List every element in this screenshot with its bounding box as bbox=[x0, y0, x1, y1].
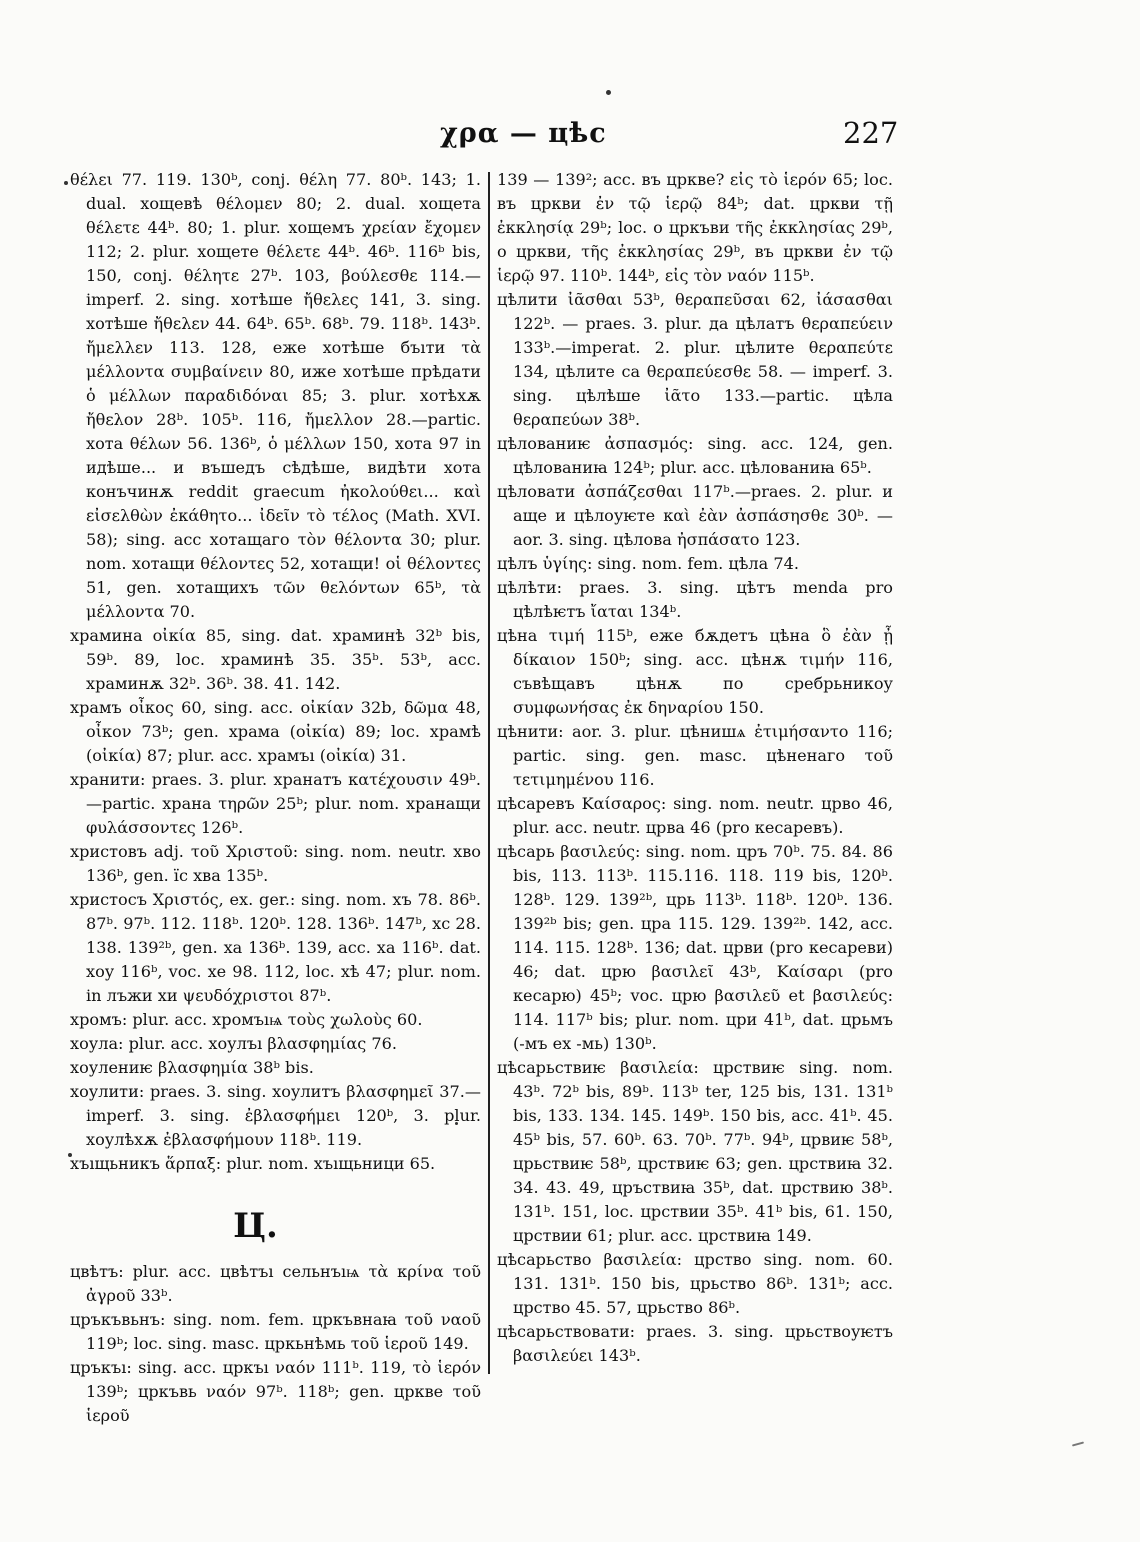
dictionary-entry: храмина οἰκία 85, sing. dat. храминѣ 32ᵇ bis, 59ᵇ. 89, loc. храминѣ 35. 35ᵇ. 53ᵇ, acc. храминѫ 32ᵇ. 36ᵇ. 38. 41. 142. bbox=[70, 626, 481, 693]
dictionary-entry: цѣловати ἀσπάζεσθαι 117ᵇ.—praes. 2. plur. и аще и цѣлоуѥте καὶ ἐὰν ἀσπάσησθε 30ᵇ. — aor. 3. sing. цѣлова ἠσπάσατο 123. bbox=[497, 482, 893, 549]
dictionary-entry: христосъ Χριστός, ex. ger.: sing. nom. хъ 78. 86ᵇ. 87ᵇ. 97ᵇ. 112. 118ᵇ. 120ᵇ. 128. 136ᵇ. 147ᵇ, хс 28. 138. 139²ᵇ, gen. ха 136ᵇ. 139, acc. ха 116ᵇ. dat. хоу 116ᵇ, voc. хе 98. 112, loc. хѣ 47; plur. nom. in лъжи хи ψευδόχριστοι 87ᵇ. bbox=[70, 890, 481, 1005]
dictionary-entry: цѣсарьствиѥ βασιλεία: црствиѥ sing. nom. 43ᵇ. 72ᵇ bis, 89ᵇ. 113ᵇ ter, 125 bis, 131. 131ᵇ bis, 133. 134. 145. 149ᵇ. 150 bis, acc. 41ᵇ. 45. 45ᵇ bis, 57. 60ᵇ. 63. 70ᵇ. 77ᵇ. 94ᵇ, црвиѥ 58ᵇ, црьствиѥ 58ᵇ, црствиѥ 63; gen. црствиꙗ 32. 34. 43. 49, цръствиꙗ 35ᵇ, dat. црствию 38ᵇ. 131ᵇ. 151, loc. црствии 35ᵇ. 41ᵇ bis, 61. 150, црствии 61; plur. acc. црствиꙗ 149. bbox=[497, 1058, 893, 1245]
dictionary-entry: хранити: praes. 3. plur. хранатъ κατέχουσιν 49ᵇ.—partic. храна τηρῶν 25ᵇ; plur. nom. хранащи φυλάσσοντες 126ᵇ. bbox=[70, 770, 481, 837]
dictionary-entry: цѣлѣти: praes. 3. sing. цѣтъ menda pro цѣлѣѥтъ ἴαται 134ᵇ. bbox=[497, 578, 893, 621]
dictionary-entry: цѣсаревъ Καίσαρος: sing. nom. neutr. црво 46, plur. acc. neutr. црва 46 (pro кесаревъ). bbox=[497, 794, 893, 837]
dictionary-entry: хъıщьникъ ἅρπαξ: plur. nom. хъıщьници 65. bbox=[70, 1154, 436, 1173]
dictionary-entry: хоула: plur. acc. хоулъı βλασφημίας 76. bbox=[70, 1034, 398, 1053]
dictionary-entry: цѣлованиѥ ἀσπασμός: sing. acc. 124, gen. цѣлованиꙗ 124ᵇ; plur. acc. цѣлованиꙗ 65ᵇ. bbox=[497, 434, 893, 477]
dictionary-entry: хоулити: praes. 3. sing. хоулитъ βλασφημεῖ 37.—imperf. 3. sing. ἐβλασφήμει 120ᵇ, 3. plur. хоулѣхѫ ἐβλασφήμουν 118ᵇ. 119. bbox=[70, 1082, 481, 1149]
dictionary-entry: цѣсарьствовати: praes. 3. sing. црьствоуѥтъ βασιλεύει 143ᵇ. bbox=[497, 1322, 893, 1365]
ink-speck bbox=[64, 181, 68, 185]
right-column bbox=[497, 168, 893, 1368]
dictionary-entry: цѣлъ ὑγίης: sing. nom. fem. цѣла 74. bbox=[497, 554, 799, 573]
section-letter: Ц. bbox=[233, 1206, 278, 1246]
dictionary-entry: цѣна τιμή 115ᵇ, еже бѫдетъ цѣна ὃ ἐὰν ᾖ δίκαιον 150ᵇ; sing. acc. цѣнѫ τιμήν 116, съвѣщавъ цѣнѫ по сребрьникоу συμφωνήσας ἐκ δηναρίου 150. bbox=[497, 626, 893, 717]
dictionary-entry: цѣсарь βασιλεύς: sing. nom. цръ 70ᵇ. 75. 84. 86 bis, 113. 113ᵇ. 115.116. 118. 119 bis, 120ᵇ. 128ᵇ. 129. 139²ᵇ, црь 113ᵇ. 118ᵇ. 120ᵇ. 136. 139²ᵇ bis; gen. цра 115. 129. 139²ᵇ. 142, acc. 114. 115. 128ᵇ. 136; dat. црви (pro кесареви) 46; dat. црю βασιλεῖ 43ᵇ, Καίσαρι (pro кесарю) 45ᵇ; voc. црю βασιλεῦ et βασιλεύς: 114. 117ᵇ bis; plur. nom. цри 41ᵇ, dat. црьмъ (-мъ ex -мь) 130ᵇ. bbox=[497, 842, 893, 1053]
dictionary-entry: хромъ: plur. acc. хромъıѩ τοὺς χωλοὺς 60. bbox=[70, 1010, 423, 1029]
dictionary-entry: хоулениѥ βλασφημία 38ᵇ bis. bbox=[70, 1058, 314, 1077]
dictionary-entry: храмъ οἶκος 60, sing. acc. οἰκίαν 32b, δῶμα 48, οἶκον 73ᵇ; gen. храма (οἰκία) 89; loc. храмѣ (οἰκία) 87; plur. acc. храмъı (οἰκία) 31. bbox=[70, 698, 481, 765]
ink-speck bbox=[606, 90, 611, 95]
running-head: χρα — цѣс bbox=[440, 118, 607, 149]
left-column bbox=[70, 168, 481, 1428]
dictionary-entry-continued: 139 — 139²; acc. въ цркве? εἰς τὸ ἱερόν 65; loc. въ цркви ἐν τῷ ἱερῷ 84ᵇ; dat. цркви τῇ ἐκκλησίᾳ 29ᵇ; loc. о цркъви τῆς ἐκκλησίας 29ᵇ, о цркви, τῆς ἐκκλησίας 29ᵇ, въ цркви ἐν τῷ ἱερῷ 97. 110ᵇ. 144ᵇ, εἰς τὸν ναόν 115ᵇ. bbox=[497, 170, 893, 285]
ink-speck bbox=[1072, 1441, 1084, 1446]
dictionary-entry: цвѣтъ: plur. acc. цвѣтъı сельнъıѩ τὰ κρίνα τοῦ ἀγροῦ 33ᵇ. bbox=[70, 1262, 481, 1305]
dictionary-entry: цѣсарьство βασιλεία: црство sing. nom. 60. 131. 131ᵇ. 150 bis, црьство 86ᵇ. 131ᵇ; acc. црство 45. 57, црьство 86ᵇ. bbox=[497, 1250, 893, 1317]
dictionary-entry: цѣлити ἰᾶσθαι 53ᵇ, θεραπεῦσαι 62, ἰάσασθαι 122ᵇ. — praes. 3. plur. да цѣлатъ θεραπεύειν 133ᵇ.—imperat. 2. plur. цѣлите θεραπεύτε 134, цѣлите са θεραπεύεσθε 58. — imperf. 3. sing. цѣлѣше ἰᾶτο 133.—partic. цѣла θεραπεύων 38ᵇ. bbox=[497, 290, 893, 429]
page-header bbox=[0, 112, 1140, 156]
page-number: 227 bbox=[843, 116, 899, 150]
dictionary-entry: θέλει 77. 119. 130ᵇ, conj. θέλη 77. 80ᵇ. 143; 1. dual. хощевѣ θέλομεν 80; 2. dual. хощета θέλετε 44ᵇ. 80; 1. plur. хощемъ χρείαν ἔχομεν 112; 2. plur. хощете θέλετε 44ᵇ. 46ᵇ. 116ᵇ bis, 150, conj. θέλητε 27ᵇ. 103, βούλεσθε 114.— imperf. 2. sing. хотѣше ἤθελες 141, 3. sing. хотѣше ἤθελεν 44. 64ᵇ. 65ᵇ. 68ᵇ. 79. 118ᵇ. 143ᵇ. ἤμελλεν 113. 128, еже хотѣше бъıти τὰ μέλλοντα συμβαίνειν 80, иже хотѣше прѣдати ὁ μέλλων παραδιδόναι 85; 3. plur. хотѣхѫ ἤθελον 28ᵇ. 105ᵇ. 116, ἤμελλον 28.—partic. хота θέλων 56. 136ᵇ, ὁ μέλλων 150, хота 97 in идѣше... и въшедъ сѣдѣше, видѣти хота конъчинѫ reddit graecum ἠκολούθει... καὶ εἰσελθὼν ἐκάθητο... ἰδεῖν τὸ τέλος (Math. XVI. 58); sing. acc хотащаго τὸν θέλοντα 30; plur. nom. хотащи θέλοντες 52, хотащи! οἱ θέλοντες 51, gen. хотащихъ τῶν θελόντων 65ᵇ, τὰ μέλλοντα 70. bbox=[70, 170, 481, 621]
dictionary-entry: цръкъвьнъ: sing. nom. fem. цркъвнаꙗ τοῦ ναοῦ 119ᵇ; loc. sing. masc. цркьнѣмь τοῦ ἱεροῦ 149. bbox=[70, 1310, 481, 1353]
column-divider bbox=[488, 172, 490, 1374]
dictionary-entry: христовъ adj. τοῦ Χριστοῦ: sing. nom. neutr. хво 136ᵇ, gen. їс хва 135ᵇ. bbox=[70, 842, 481, 885]
dictionary-entry: цѣнити: aor. 3. plur. цѣнишѧ ἐτιμήσαντο 116; partic. sing. gen. masc. цѣненаго τοῦ τετιμημένου 116. bbox=[497, 722, 893, 789]
dictionary-entry: цръкъı: sing. acc. цркъı ναόν 111ᵇ. 119, τὸ ἱερόν 139ᵇ; цркъвь ναόν 97ᵇ. 118ᵇ; gen. цркве τοῦ ἱεροῦ bbox=[70, 1358, 481, 1425]
